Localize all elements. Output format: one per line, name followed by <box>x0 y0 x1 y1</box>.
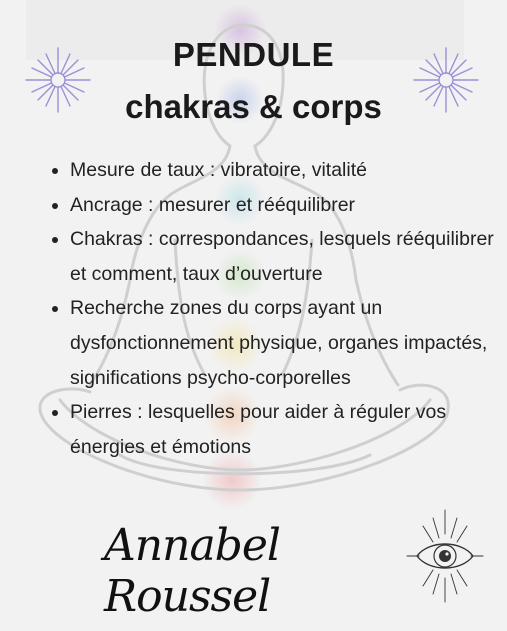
list-item: • Ancrage : mesurer et rééquilibrer <box>70 188 500 223</box>
signature: Annabel Roussel <box>104 520 280 622</box>
feature-list <box>50 153 500 464</box>
all-seeing-eye-icon <box>405 508 485 604</box>
page-title: PENDULE <box>172 36 335 73</box>
page-subtitle: chakras & corps <box>125 88 382 125</box>
list-item: • Mesure de taux : vibratoire, vitalité <box>70 153 500 188</box>
list-item: • Recherche zones du corps ayant un dysfonctionnement physique, organes impactés, significations psycho-corporelles <box>70 291 500 395</box>
list-item: • Chakras : correspondances, lesquels rééquilibrer et comment, taux d’ouverture <box>70 222 500 291</box>
list-item: • Pierres : lesquelles pour aider à réguler vos énergies et émotions <box>70 395 500 464</box>
